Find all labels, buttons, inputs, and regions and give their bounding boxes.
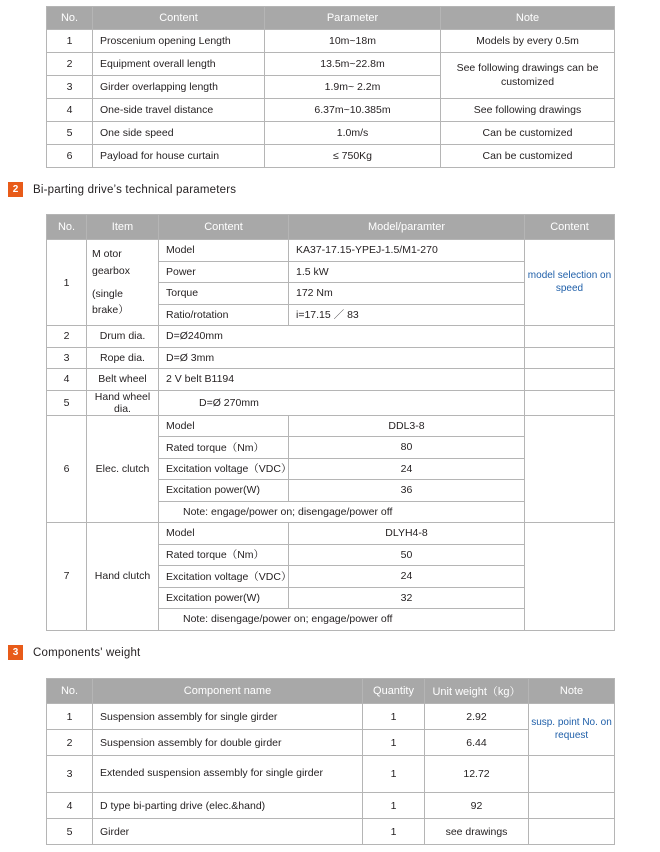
- table-row: [47, 756, 615, 793]
- cell-no: 4: [47, 793, 93, 819]
- cell-content: Excitation voltage（VDC）: [159, 566, 289, 588]
- cell-model: 80: [289, 437, 525, 459]
- table-row: [47, 53, 615, 76]
- cell-item-hand-clutch: Hand clutch: [87, 523, 159, 631]
- cell-no: 4: [47, 99, 93, 122]
- cell-note: [525, 347, 615, 369]
- cell-no: 7: [47, 523, 87, 631]
- table-row: [47, 523, 615, 545]
- cell-model: 32: [289, 587, 525, 609]
- col-header-no: No.: [47, 7, 93, 30]
- cell-content: Rated torque（Nm）: [159, 437, 289, 459]
- cell-content: One-side travel distance: [93, 99, 265, 122]
- col-header-quantity: Quantity: [363, 679, 425, 704]
- table-row: [47, 122, 615, 145]
- table-row: [47, 30, 615, 53]
- cell-no: 4: [47, 369, 87, 391]
- cell-content: 2 V belt B1194: [159, 369, 525, 391]
- components-weight-table: [46, 678, 615, 845]
- cell-note-text: Note: engage/power on; disengage/power off: [159, 501, 525, 523]
- cell-no: 5: [47, 122, 93, 145]
- col-header-no: No.: [47, 679, 93, 704]
- cell-no: 1: [47, 30, 93, 53]
- cell-note: susp. point No. on request: [529, 704, 615, 756]
- section-heading-2: [8, 182, 660, 197]
- cell-unit-weight: 6.44: [425, 730, 529, 756]
- cell-no: 3: [47, 756, 93, 793]
- table-row: [47, 145, 615, 168]
- cell-model: DDL3-8: [289, 415, 525, 437]
- cell-note-model-selection: model selection on speed: [525, 240, 615, 326]
- cell-component-name: Extended suspension assembly for single girder: [93, 756, 363, 793]
- cell-no: 1: [47, 240, 87, 326]
- cell-content: Ratio/rotation: [159, 304, 289, 326]
- cell-content: Girder overlapping length: [93, 76, 265, 99]
- cell-no: 5: [47, 819, 93, 845]
- cell-note: [525, 523, 615, 631]
- table-header-row: [47, 679, 615, 704]
- cell-content: Payload for house curtain: [93, 145, 265, 168]
- cell-content: Model: [159, 523, 289, 545]
- cell-content: Proscenium opening Length: [93, 30, 265, 53]
- cell-note: Models by every 0.5m: [441, 30, 615, 53]
- col-header-note: Note: [441, 7, 615, 30]
- cell-quantity: 1: [363, 730, 425, 756]
- section-number-badge: 3: [8, 645, 23, 660]
- section-title: Bi-parting drive’s technical parameters: [33, 183, 237, 196]
- cell-parameter: 1.9m~ 2.2m: [265, 76, 441, 99]
- table-row: [47, 415, 615, 437]
- technical-parameters-table: [46, 6, 615, 168]
- table-header-row: [47, 215, 615, 240]
- cell-model: 24: [289, 566, 525, 588]
- cell-content: Excitation power(W): [159, 587, 289, 609]
- cell-note: See following drawings: [441, 99, 615, 122]
- cell-no: 3: [47, 76, 93, 99]
- cell-parameter: 13.5m~22.8m: [265, 53, 441, 76]
- cell-model: 50: [289, 544, 525, 566]
- cell-model: DLYH4-8: [289, 523, 525, 545]
- cell-content: One side speed: [93, 122, 265, 145]
- cell-content: Power: [159, 261, 289, 283]
- cell-unit-weight: 2.92: [425, 704, 529, 730]
- cell-item: Rope dia.: [87, 347, 159, 369]
- table-row: [47, 819, 615, 845]
- cell-item: Hand wheel dia.: [87, 390, 159, 415]
- cell-content: D=Ø 270mm: [159, 390, 525, 415]
- cell-note: [525, 415, 615, 523]
- section-number-badge: 2: [8, 182, 23, 197]
- cell-unit-weight: 92: [425, 793, 529, 819]
- table-row: [47, 369, 615, 391]
- cell-no: 3: [47, 347, 87, 369]
- cell-unit-weight: see drawings: [425, 819, 529, 845]
- col-header-item: Item: [87, 215, 159, 240]
- cell-content: Rated torque（Nm）: [159, 544, 289, 566]
- cell-no: 1: [47, 704, 93, 730]
- section-title: Components' weight: [33, 646, 141, 659]
- col-header-content: Content: [93, 7, 265, 30]
- cell-note: [525, 369, 615, 391]
- cell-quantity: 1: [363, 704, 425, 730]
- cell-parameter: 1.0m/s: [265, 122, 441, 145]
- cell-model: KA37-17.15-YPEJ-1.5/M1-270: [289, 240, 525, 262]
- cell-note: [525, 326, 615, 348]
- cell-unit-weight: 12.72: [425, 756, 529, 793]
- cell-note-text: Note: disengage/power on; engage/power off: [159, 609, 525, 631]
- cell-no: 6: [47, 415, 87, 523]
- cell-parameter: 6.37m~10.385m: [265, 99, 441, 122]
- cell-note: Can be customized: [441, 145, 615, 168]
- table-row: [47, 347, 615, 369]
- cell-quantity: 1: [363, 819, 425, 845]
- cell-content: Excitation voltage（VDC）: [159, 458, 289, 480]
- table-row: [47, 240, 615, 262]
- col-header-model: Model/paramter: [289, 215, 525, 240]
- cell-note: [529, 793, 615, 819]
- cell-content: Model: [159, 415, 289, 437]
- cell-item: Drum dia.: [87, 326, 159, 348]
- cell-content: Torque: [159, 283, 289, 305]
- cell-note: [529, 819, 615, 845]
- cell-model: i=17.15 ／ 83: [289, 304, 525, 326]
- cell-quantity: 1: [363, 793, 425, 819]
- motor-line-2: gearbox: [92, 264, 130, 277]
- col-header-content2: Content: [525, 215, 615, 240]
- cell-content: D=Ø240mm: [159, 326, 525, 348]
- cell-note: [529, 756, 615, 793]
- table-row: [47, 704, 615, 730]
- motor-line-4: brake）: [92, 304, 129, 317]
- table-header-row: [47, 7, 615, 30]
- cell-content: Model: [159, 240, 289, 262]
- cell-parameter: ≤ 750Kg: [265, 145, 441, 168]
- cell-note: See following drawings can be customized: [441, 53, 615, 99]
- cell-component-name: Suspension assembly for double girder: [93, 730, 363, 756]
- section-heading-3: [8, 645, 660, 660]
- cell-model: 24: [289, 458, 525, 480]
- cell-model: 1.5 kW: [289, 261, 525, 283]
- cell-content: D=Ø 3mm: [159, 347, 525, 369]
- cell-component-name: D type bi-parting drive (elec.&hand): [93, 793, 363, 819]
- cell-content: Equipment overall length: [93, 53, 265, 76]
- col-header-parameter: Parameter: [265, 7, 441, 30]
- col-header-unit-weight: Unit weight（kg）: [425, 679, 529, 704]
- cell-content: Excitation power(W): [159, 480, 289, 502]
- col-header-no: No.: [47, 215, 87, 240]
- cell-component-name: Suspension assembly for single girder: [93, 704, 363, 730]
- table-row: [47, 793, 615, 819]
- cell-item-elec-clutch: Elec. clutch: [87, 415, 159, 523]
- cell-no: 2: [47, 53, 93, 76]
- cell-item-motor-gearbox: [87, 240, 159, 326]
- cell-item: Belt wheel: [87, 369, 159, 391]
- cell-no: 2: [47, 326, 87, 348]
- cell-note: Can be customized: [441, 122, 615, 145]
- cell-note: [525, 390, 615, 415]
- cell-no: 2: [47, 730, 93, 756]
- table-row: [47, 390, 615, 415]
- col-header-content: Content: [159, 215, 289, 240]
- motor-line-1: M otor: [92, 248, 122, 261]
- motor-line-3: (single: [92, 288, 123, 300]
- col-header-note: Note: [529, 679, 615, 704]
- table-row: [47, 326, 615, 348]
- cell-parameter: 10m~18m: [265, 30, 441, 53]
- cell-model: 36: [289, 480, 525, 502]
- cell-quantity: 1: [363, 756, 425, 793]
- col-header-component-name: Component name: [93, 679, 363, 704]
- table-row: [47, 99, 615, 122]
- cell-no: 6: [47, 145, 93, 168]
- cell-component-name: Girder: [93, 819, 363, 845]
- cell-model: 172 Nm: [289, 283, 525, 305]
- cell-no: 5: [47, 390, 87, 415]
- bi-parting-drive-table: [46, 214, 615, 631]
